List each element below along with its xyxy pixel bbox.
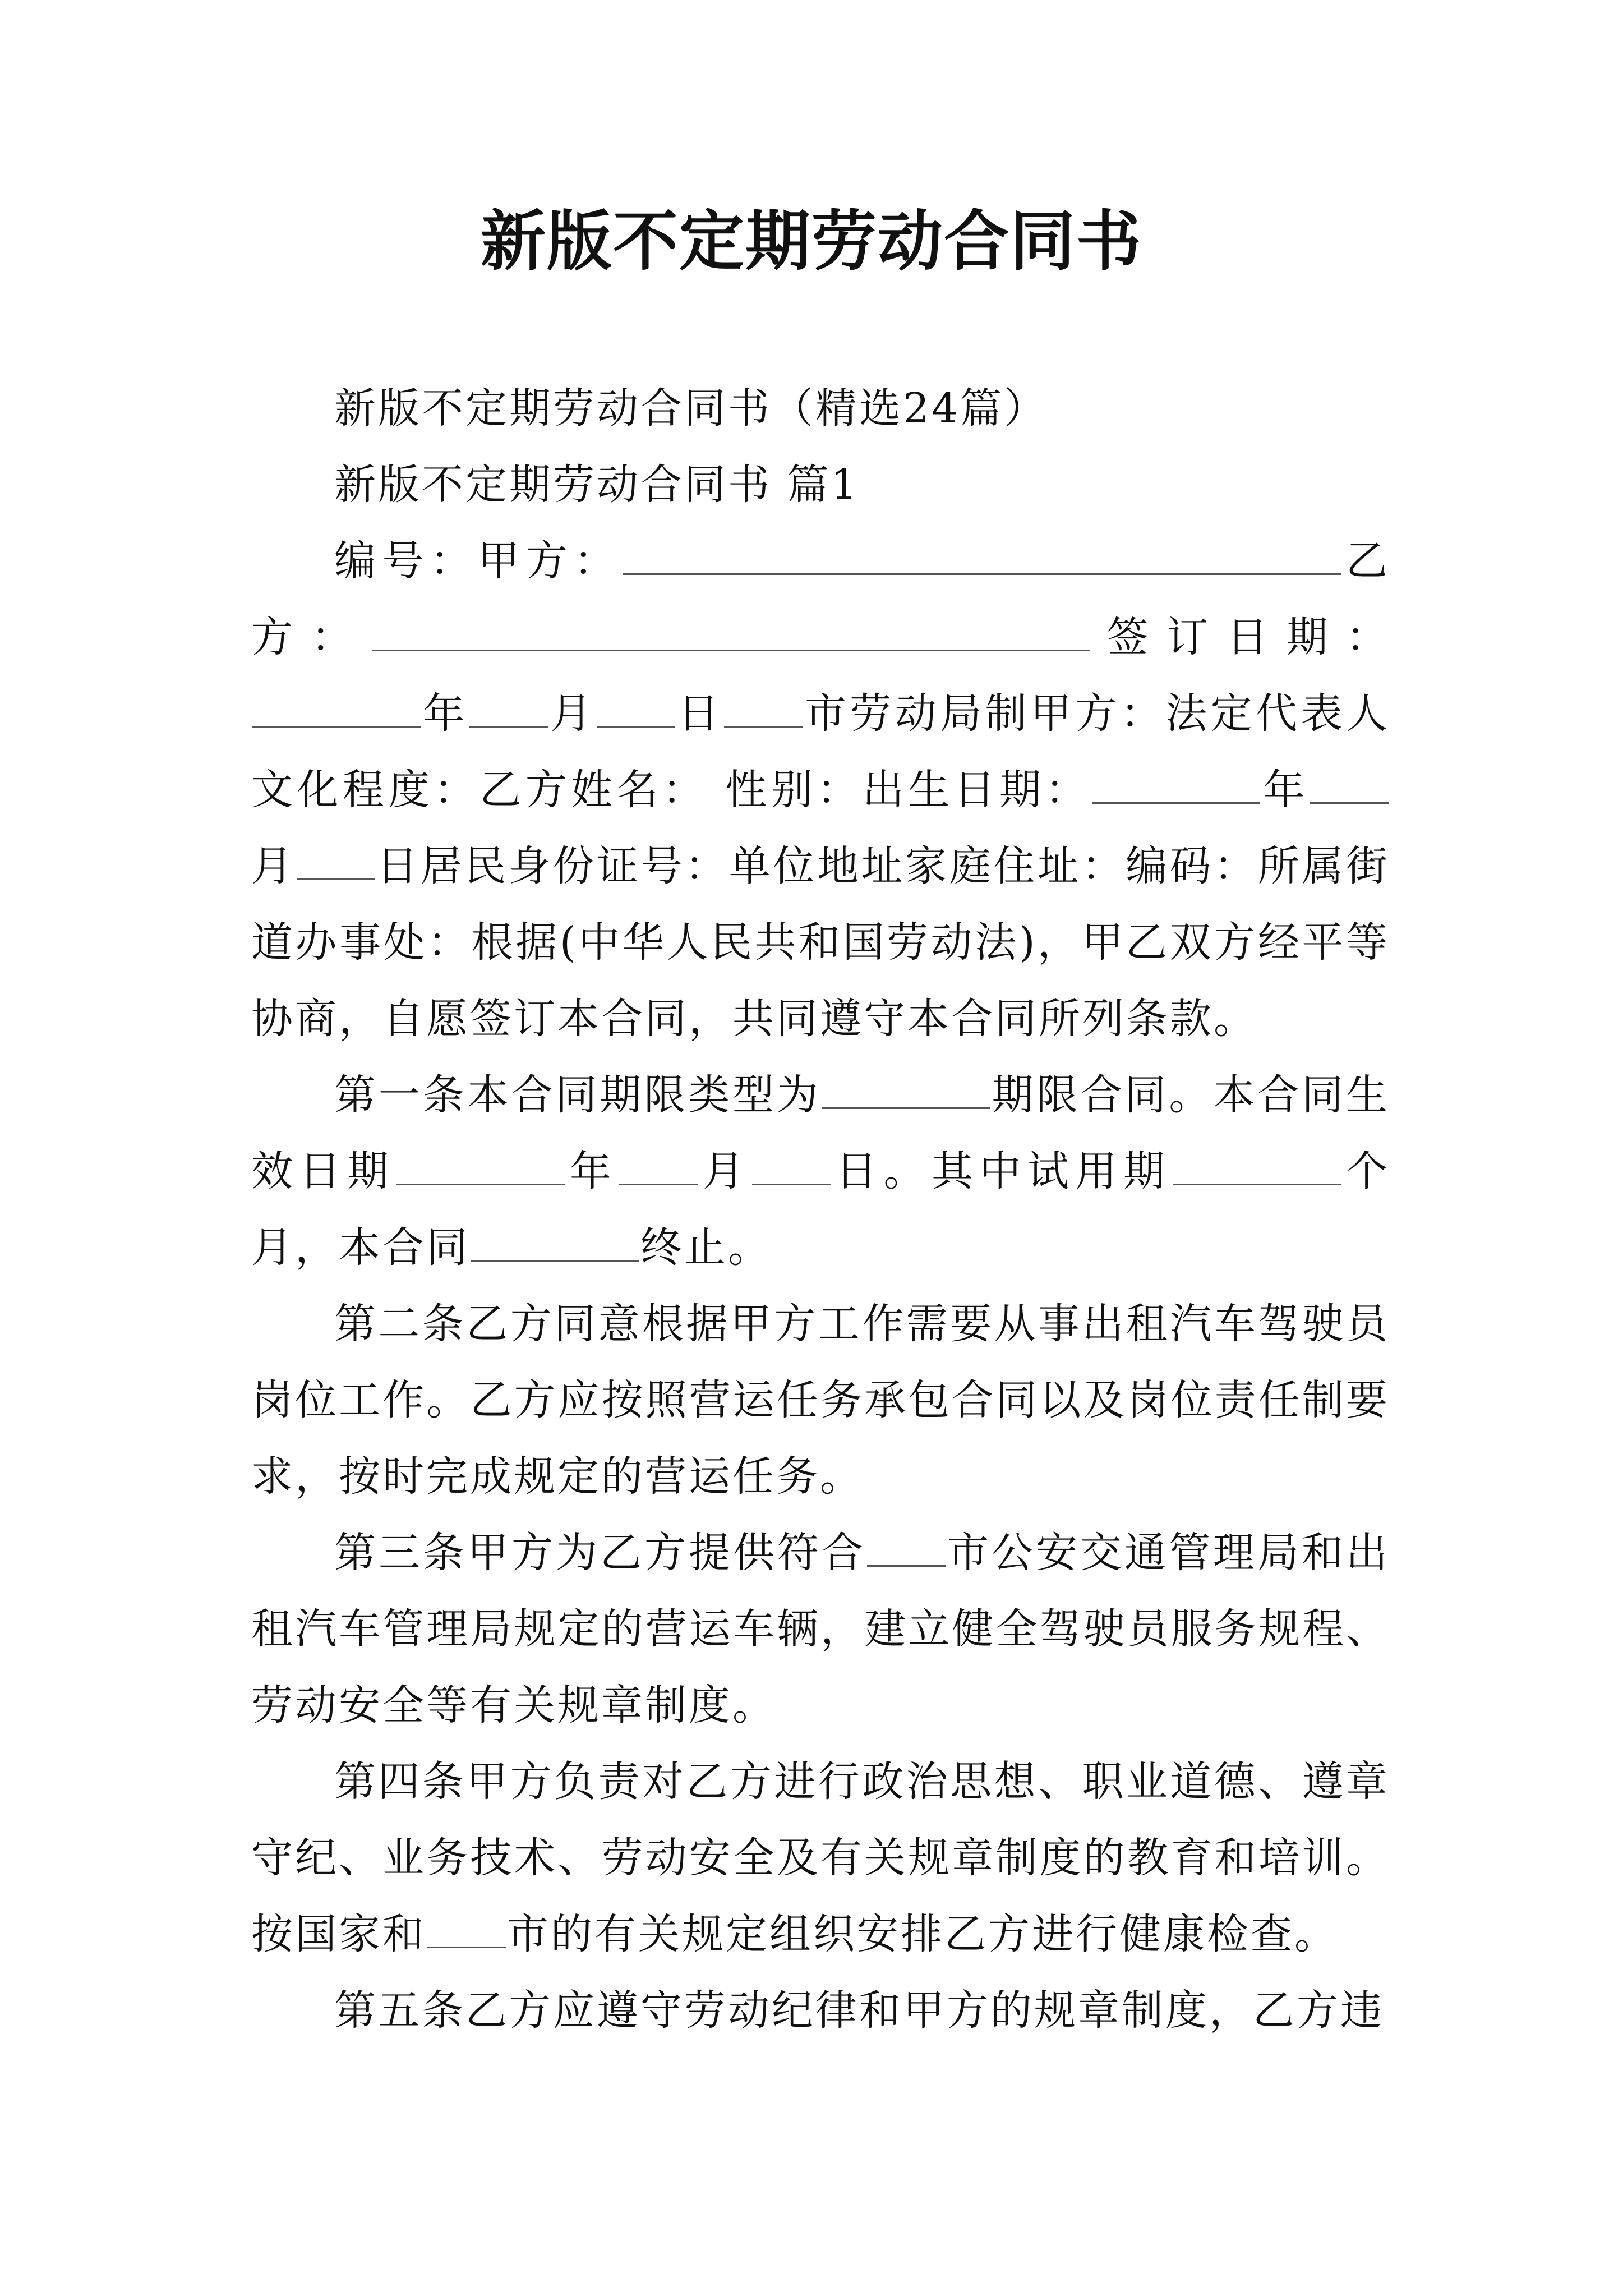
birth-month-blank [1310, 765, 1389, 804]
article-1-text-5: 日。其中试用期 [831, 1147, 1172, 1195]
document-title: 新版不定期劳动合同书 [481, 203, 1142, 279]
article-4-text-2: 市的有关规定组织安排乙方进行健康检查。 [507, 1910, 1338, 1958]
article-2: 第二条乙方同意根据甲方工作需要从事出租汽车驾驶员岗位工作。乙方应按照营运任务承包合同以及岗位责任制要求，按时完成规定的营运任务。 [251, 1300, 1390, 1501]
birth-year-blank [1092, 765, 1260, 804]
party-a-blank [623, 536, 1341, 575]
article-1-text-7: 终止。 [640, 1223, 772, 1272]
intro-text-2: 乙方： [251, 537, 1390, 661]
birth-day-blank [297, 841, 375, 880]
intro-text-10: 日居民身份证号：单位地址家庭住址：编码：所属街道办事处：根据(中华人民共和国劳动法)，甲乙双方经平等协商，自愿签订本合同，共同遵守本合同所列条款。 [251, 842, 1390, 1043]
party-b-blank [372, 612, 1090, 651]
probation-months-blank [1173, 1146, 1341, 1185]
city-blank [724, 688, 803, 728]
effective-month-blank [619, 1146, 698, 1185]
section-heading: 新版不定期劳动合同书 篇1 [334, 461, 860, 509]
article-5: 第五条乙方应遵守劳动纪律和甲方的规章制度，乙方违 [334, 1986, 1384, 2035]
intro-text-1: 编号：甲方： [334, 537, 622, 585]
article-3-text-2: 市公安交通管理局和出租汽车管理局规定的营运车辆，建立健全驾驶员服务规程、劳动安全等有关规章制度。 [251, 1529, 1390, 1729]
article-3-city-blank [867, 1527, 946, 1567]
article-4 [251, 1743, 1390, 1972]
article-1 [251, 1057, 1390, 1286]
article-1-text-4: 月 [698, 1147, 751, 1195]
sign-year-blank [252, 688, 421, 728]
intro-text-8: 年 [1261, 766, 1309, 814]
article-1-text-6: 个月，本合同 [251, 1147, 1390, 1272]
article-1-text-2: 期限合同。本合同生效日期 [251, 1071, 1390, 1195]
intro-text-9: 月 [251, 842, 296, 890]
document-subtitle: 新版不定期劳动合同书（精选24篇） [334, 384, 1048, 432]
document-body [251, 370, 1390, 2049]
intro-text-6: 日 [676, 689, 723, 738]
sign-month-blank [469, 688, 548, 728]
intro-text-4: 年 [422, 689, 468, 738]
intro-text-5: 月 [548, 689, 596, 738]
contract-type-blank [822, 1070, 990, 1109]
article-4-text-1: 第四条甲方负责对乙方进行政治思想、职业道德、遵章守纪、业务技术、劳动安全及有关规章制度的教育和培训。按国家和 [251, 1757, 1390, 1958]
article-3 [251, 1515, 1390, 1743]
effective-year-blank [396, 1146, 565, 1185]
article-1-text-3: 年 [565, 1147, 618, 1195]
termination-blank [471, 1222, 639, 1262]
article-3-text-1: 第三条甲方为乙方提供符合 [334, 1529, 866, 1577]
effective-day-blank [752, 1146, 831, 1185]
sign-day-blank [597, 688, 675, 728]
article-1-text-1: 第一条本合同期限类型为 [334, 1071, 821, 1119]
intro-text-3: 签订日期： [1091, 613, 1390, 661]
article-4-city-blank [427, 1909, 506, 1948]
intro-text-7: 市劳动局制甲方：法定代表人文化程度：乙方姓名： 性别：出生日期： [251, 689, 1390, 814]
intro-paragraph [251, 523, 1390, 1057]
